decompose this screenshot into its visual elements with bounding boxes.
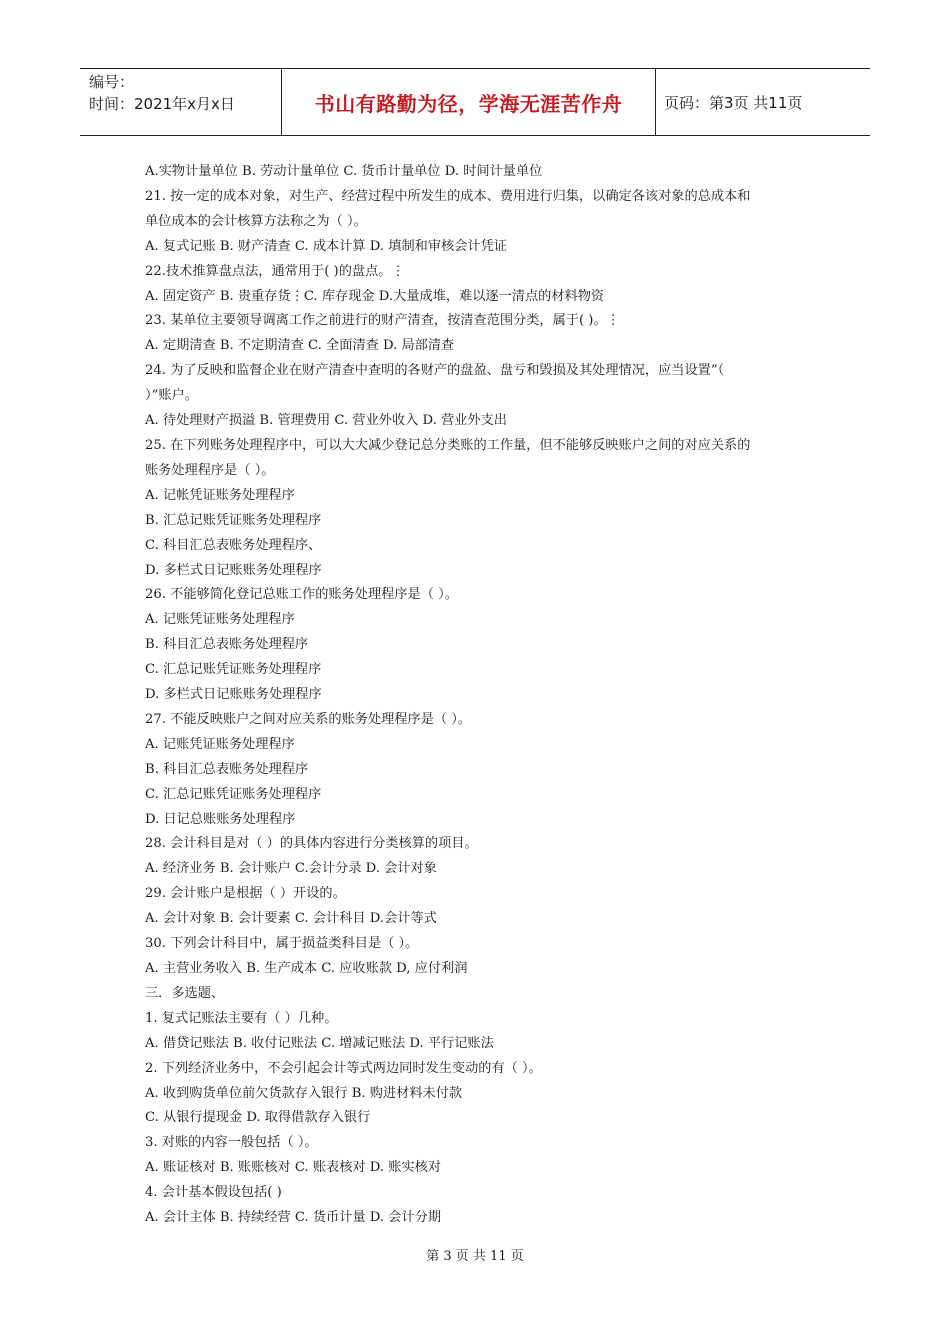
text-line: D. 多栏式日记账账务处理程序 (145, 562, 322, 578)
text-line: C. 科目汇总表账务处理程序、 (145, 537, 322, 553)
text-line: 24. 为了反映和监督企业在财产清查中查明的各财产的盘盈、盘亏和毁损及其处理情况，应当设置”（ (145, 363, 725, 379)
text-line: A. 记账凭证账务处理程序 (145, 612, 295, 628)
text-line: 单位成本的会计核算方法称之为（ ）。 (145, 213, 367, 229)
document-time-label: 时间：2021年x月x日 (89, 95, 235, 113)
document-number-label: 编号： (89, 73, 135, 91)
text-line: 4. 会计基本假设包括( ) (145, 1185, 282, 1201)
page-header (80, 68, 870, 136)
text-line: 27. 不能反映账户之间对应关系的账务处理程序是（ ）。 (145, 711, 472, 727)
text-line: C. 汇总记账凭证账务处理程序 (145, 662, 322, 678)
text-line: 三．多选题、 (145, 985, 225, 1001)
text-line: A. 账证核对 B. 账账核对 C. 账表核对 D. 账实核对 (145, 1160, 442, 1176)
text-line: C. 从银行提现金 D. 取得借款存入银行 (145, 1110, 371, 1126)
text-line: 25. 在下列账务处理程序中，可以大大减少登记总分类账的工作量，但不能够反映账户之间的对应关系的 (145, 437, 751, 453)
text-line: 21. 按一定的成本对象，对生产、经营过程中所发生的成本、费用进行归集，以确定各该对象的总成本和 (145, 188, 751, 204)
text-line: A. 会计对象 B. 会计要素 C. 会计科目 D.会计等式 (145, 911, 437, 927)
text-line: B. 科目汇总表账务处理程序 (145, 637, 309, 653)
text-line: 3. 对账的内容一般包括（ ）。 (145, 1135, 318, 1151)
text-line: C. 汇总记账凭证账务处理程序 (145, 786, 322, 802)
page-footer: 第 3 页 共 11 页 (426, 1249, 524, 1264)
text-line: 2. 下列经济业务中，不会引起会计等式两边同时发生变动的有（ ）。 (145, 1060, 542, 1076)
text-line: D. 多栏式日记账账务处理程序 (145, 687, 322, 703)
text-line: ）”账户。 (145, 388, 198, 404)
text-line: 29. 会计账户是根据（ ）开设的。 (145, 886, 346, 902)
text-line: A. 借贷记账法 B. 收付记账法 C. 增减记账法 D. 平行记账法 (145, 1035, 494, 1051)
text-line: 22.技术推算盘点法，通常用于( )的盘点。⋮ (145, 263, 405, 279)
text-line: 账务处理程序是（ ）。 (145, 462, 275, 478)
text-line: A. 收到购货单位前欠货款存入银行 B. 购进材料未付款 (145, 1085, 463, 1101)
text-line: A. 经济业务 B. 会计账户 C.会计分录 D. 会计对象 (145, 861, 437, 877)
text-line: D. 日记总账账务处理程序 (145, 811, 296, 827)
text-line: A. 记账凭证账务处理程序 (145, 736, 295, 752)
text-line: A. 定期清查 B. 不定期清查 C. 全面清查 D. 局部清查 (145, 338, 455, 354)
text-line: 28. 会计科目是对（ ）的具体内容进行分类核算的项目。 (145, 836, 478, 852)
text-line: A. 复式记账 B. 财产清查 C. 成本计算 D. 填制和审核会计凭证 (145, 238, 507, 254)
text-line: A. 会计主体 B. 持续经营 C. 货币计量 D. 会计分期 (145, 1210, 442, 1226)
header-meta (80, 69, 282, 135)
text-line: 23. 某单位主要领导调离工作之前进行的财产清查，按清查范围分类，属于( )。⋮ (145, 313, 620, 329)
text-line: A. 待处理财产损溢 B. 管理费用 C. 营业外收入 D. 营业外支出 (145, 413, 507, 429)
document-body (145, 160, 825, 1231)
text-line: 1. 复式记账法主要有（ ）几种。 (145, 1010, 338, 1026)
text-line: A. 固定资产 B. 贵重存货⋮C. 库存现金 D.大量成堆，难以逐一清点的材料物资 (145, 288, 605, 304)
text-line: A.实物计量单位 B. 劳动计量单位 C. 货币计量单位 D. 时间计量单位 (145, 164, 543, 179)
text-line: A. 记帐凭证账务处理程序 (145, 487, 295, 503)
text-line: B. 科目汇总表账务处理程序 (145, 761, 309, 777)
header-motto: 书山有路勤为径，学海无涯苦作舟 (282, 69, 656, 135)
text-line: B. 汇总记账凭证账务处理程序 (145, 512, 322, 528)
text-line: 30. 下列会计科目中，属于损益类科目是（ ）。 (145, 936, 419, 952)
text-line: A. 主营业务收入 B. 生产成本 C. 应收账款 D, 应付利润 (145, 961, 468, 976)
header-page-info: 页码：第3页 共11页 (664, 93, 803, 112)
text-line: 26. 不能够简化登记总账工作的账务处理程序是（ ）。 (145, 587, 458, 603)
